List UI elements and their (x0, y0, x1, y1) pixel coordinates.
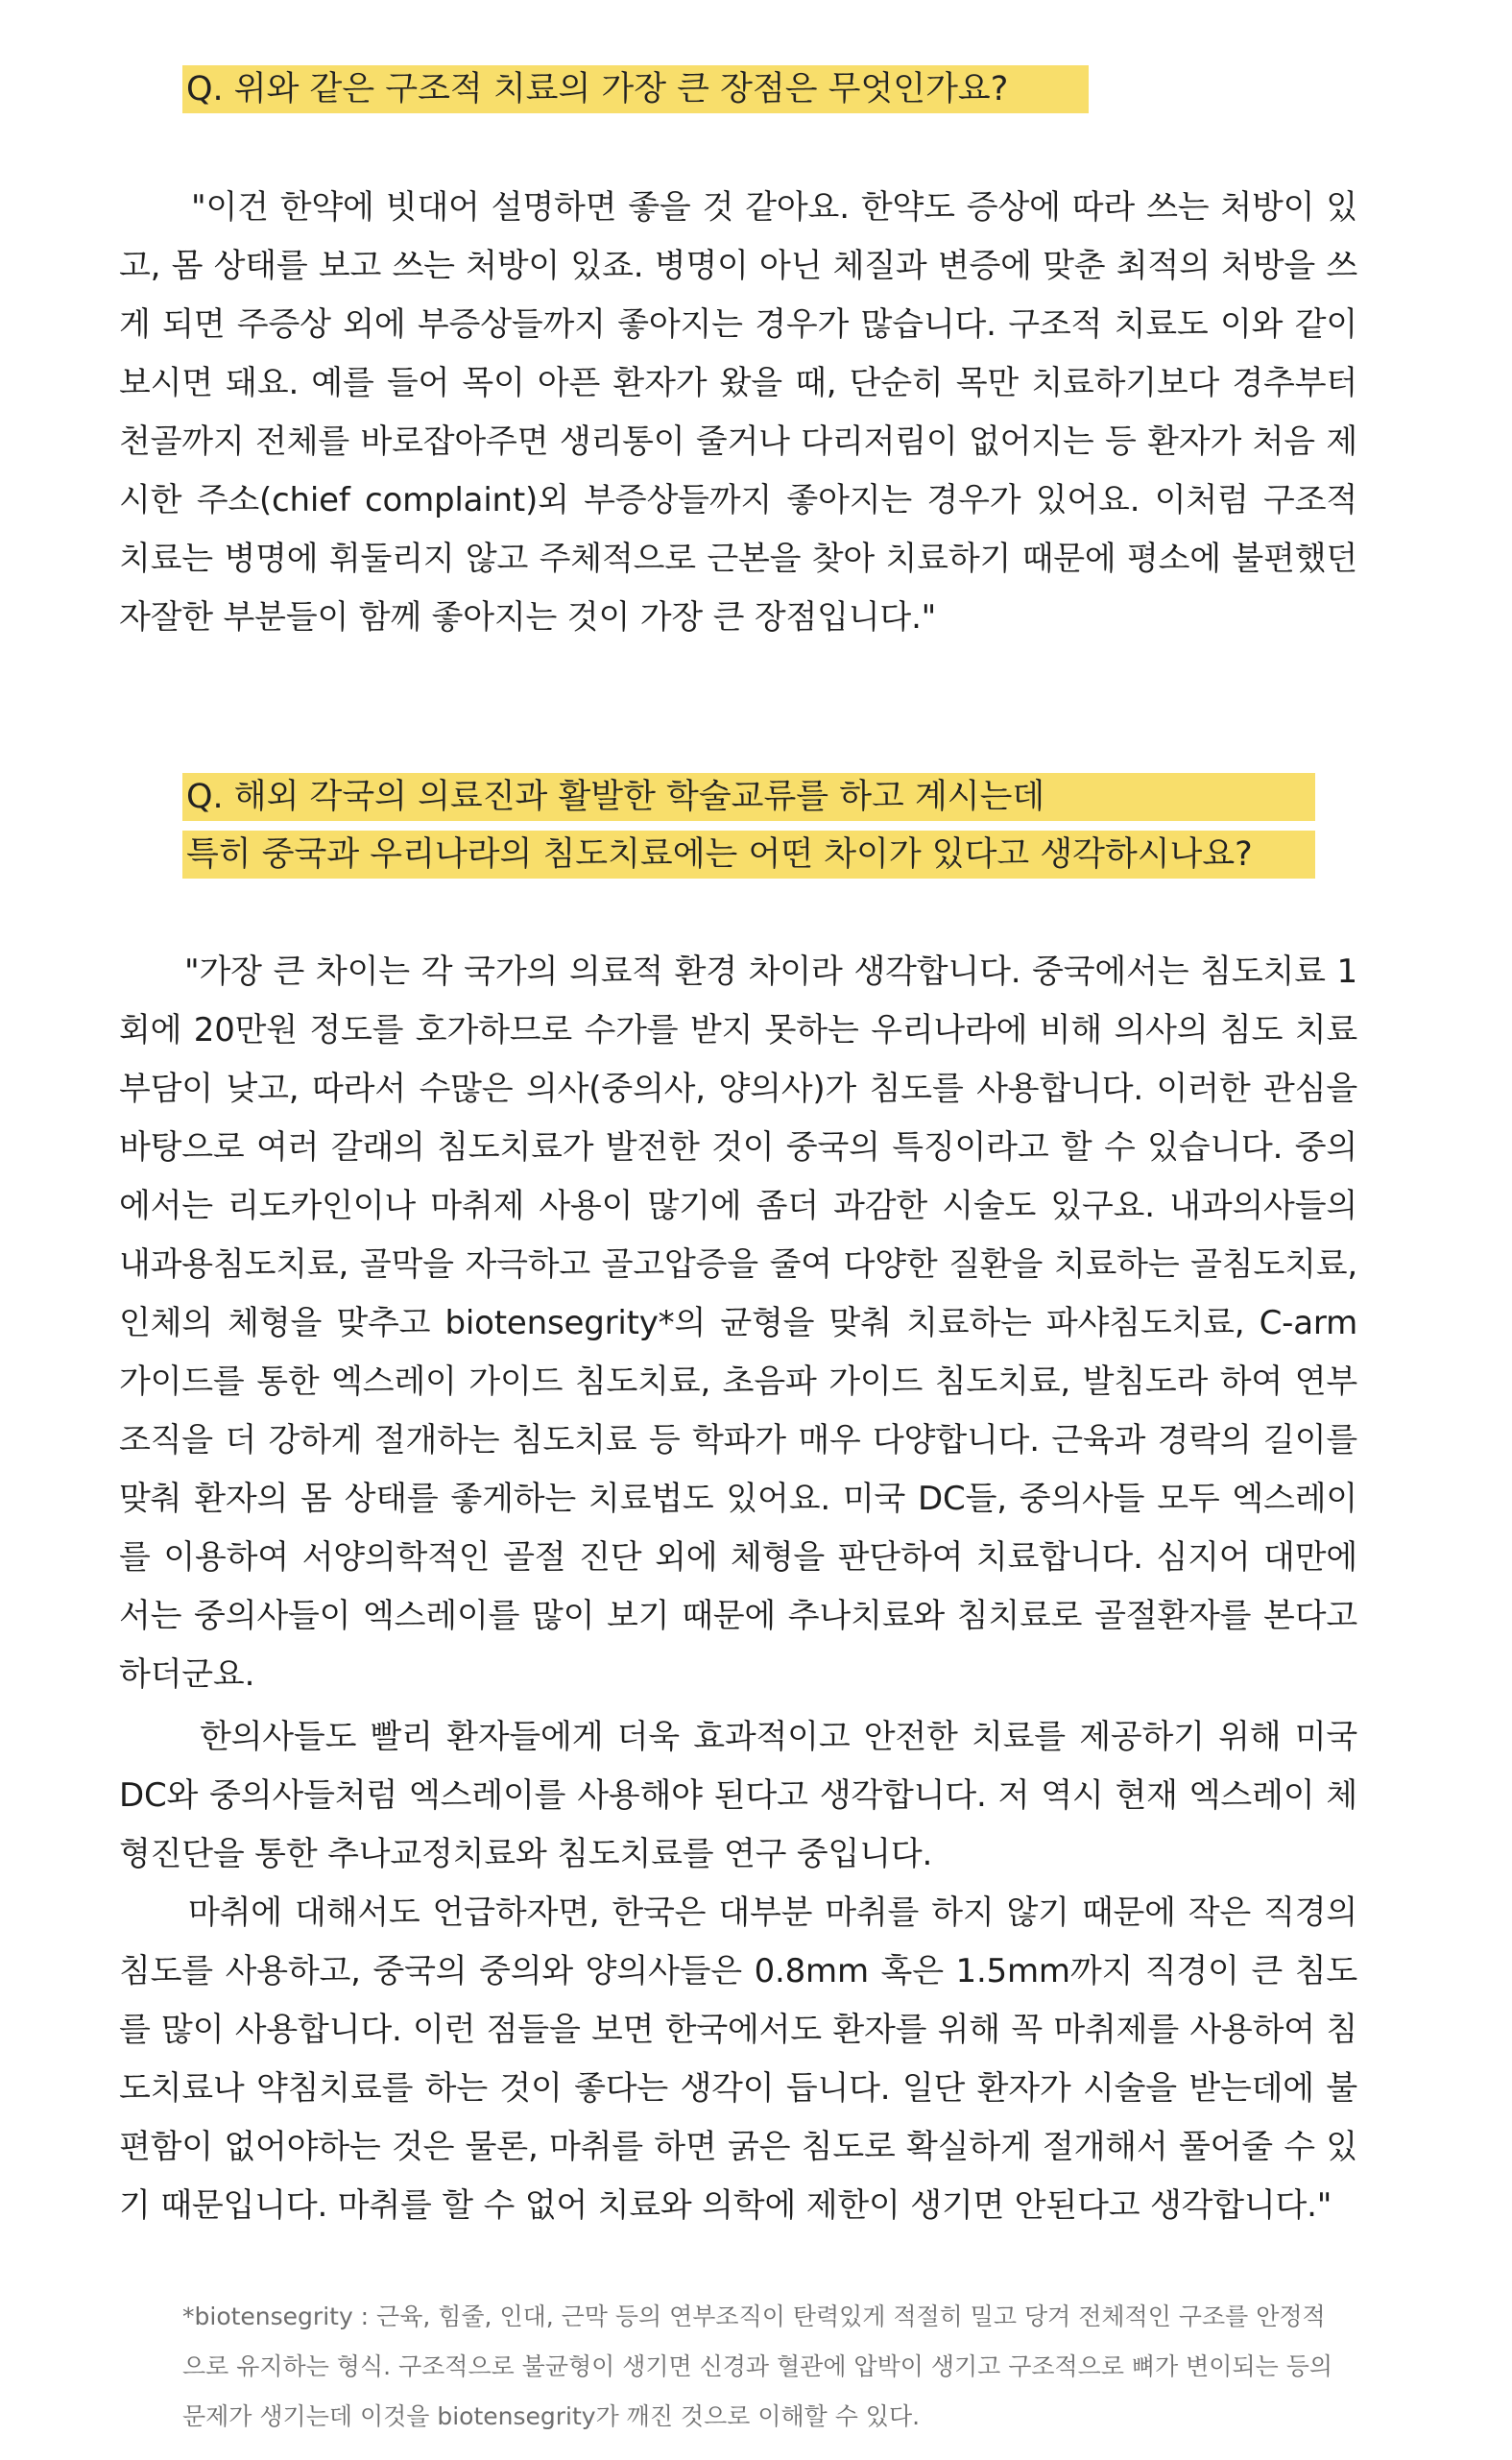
footnote-biotensegrity: *biotensegrity : 근육, 힘줄, 인대, 근막 등의 연부조직이 탄력있게 적절히 밀고 당겨 전체적인 구조를 안정적으로 유지하는 형식. 구조적으로 불균형이 생기면 신경과 혈관에 압박이 생기고 구조적으로 뼈가 변이되는 등의 문제가 생기는데 이것을 biotensegrity가 깨진 것으로 이해할 수 있다. (182, 2303, 1333, 2430)
answer-2-paragraph-2: 한의사들도 빨리 환자들에게 더욱 효과적이고 안전한 치료를 제공하기 위해 미국 DC와 중의사들처럼 엑스레이를 사용해야 된다고 생각합니다. 저 역시 현재 엑스레이 체형진단을 통한 추나교정치료와 침도치료를 연구 중입니다. (119, 1718, 1357, 1873)
question-1-highlight: Q. 위와 같은 구조적 치료의 가장 큰 장점은 무엇인가요? (182, 65, 1089, 113)
question-2-highlight-line1: Q. 해외 각국의 의료진과 활발한 학술교류를 하고 계시는데 (182, 773, 1315, 821)
question-2-highlight-line2: 특히 중국과 우리나라의 침도치료에는 어떤 차이가 있다고 생각하시나요? (182, 831, 1315, 879)
answer-1-paragraph: "이건 한약에 빗대어 설명하면 좋을 것 같아요. 한약도 증상에 따라 쓰는 처방이 있고, 몸 상태를 보고 쓰는 처방이 있죠. 병명이 아닌 체질과 변증에 맞춘 최적의 처방을 쓰게 되면 주증상 외에 부증상들까지 좋아지는 경우가 많습니다. 구조적 치료도 이와 같이 보시면 돼요. 예를 들어 목이 아픈 환자가 왔을 때, 단순히 목만 치료하기보다 경추부터 천골까지 전체를 바로잡아주면 생리통이 줄거나 다리저림이 없어지는 등 환자가 처음 제시한 주소(chief complaint)외 부증상들까지 좋아지는 경우가 있어요. 이처럼 구조적 치료는 병명에 휘둘리지 않고 주체적으로 근본을 찾아 치료하기 때문에 평소에 불편했던 자잘한 부분들이 함께 좋아지는 것이 가장 큰 장점입니다." (119, 188, 1357, 637)
answer-2-paragraph-1: "가장 큰 차이는 각 국가의 의료적 환경 차이라 생각합니다. 중국에서는 침도치료 1회에 20만원 정도를 호가하므로 수가를 받지 못하는 우리나라에 비해 의사의 침도 치료 부담이 낮고, 따라서 수많은 의사(중의사, 양의사)가 침도를 사용합니다. 이러한 관심을 바탕으로 여러 갈래의 침도치료가 발전한 것이 중국의 특징이라고 할 수 있습니다. 중의에서는 리도카인이나 마취제 사용이 많기에 좀더 과감한 시술도 있구요. 내과의사들의 내과용침도치료, 골막을 자극하고 골고압증을 줄여 다양한 질환을 치료하는 골침도치료, 인체의 체형을 맞추고 biotensegrity*의 균형을 맞춰 치료하는 파샤침도치료, C-arm 가이드를 통한 엑스레이 가이드 침도치료, 초음파 가이드 침도치료, 발침도라 하여 연부조직을 더 강하게 절개하는 침도치료 등 학파가 매우 다양합니다. 근육과 경락의 길이를 맞춰 환자의 몸 상태를 좋게하는 치료법도 있어요. 미국 DC들, 중의사들 모두 엑스레이를 이용하여 서양의학적인 골절 진단 외에 체형을 판단하여 치료합니다. 심지어 대만에서는 중의사들이 엑스레이를 많이 보기 때문에 추나치료와 침치료로 골절환자를 본다고 하더군요. (119, 953, 1357, 1694)
answer-2-paragraph-3: 마취에 대해서도 언급하자면, 한국은 대부분 마취를 하지 않기 때문에 작은 직경의 침도를 사용하고, 중국의 중의와 양의사들은 0.8mm 혹은 1.5mm까지 직경이 큰 침도를 많이 사용합니다. 이런 점들을 보면 한국에서도 환자를 위해 꼭 마취제를 사용하여 침도치료나 약침치료를 하는 것이 좋다는 생각이 듭니다. 일단 환자가 시술을 받는데에 불편함이 없어야하는 것은 물론, 마취를 하면 굵은 침도로 확실하게 절개해서 풀어줄 수 있기 때문입니다. 마취를 할 수 없어 치료와 의학에 제한이 생기면 안된다고 생각합니다." (119, 1893, 1357, 2225)
